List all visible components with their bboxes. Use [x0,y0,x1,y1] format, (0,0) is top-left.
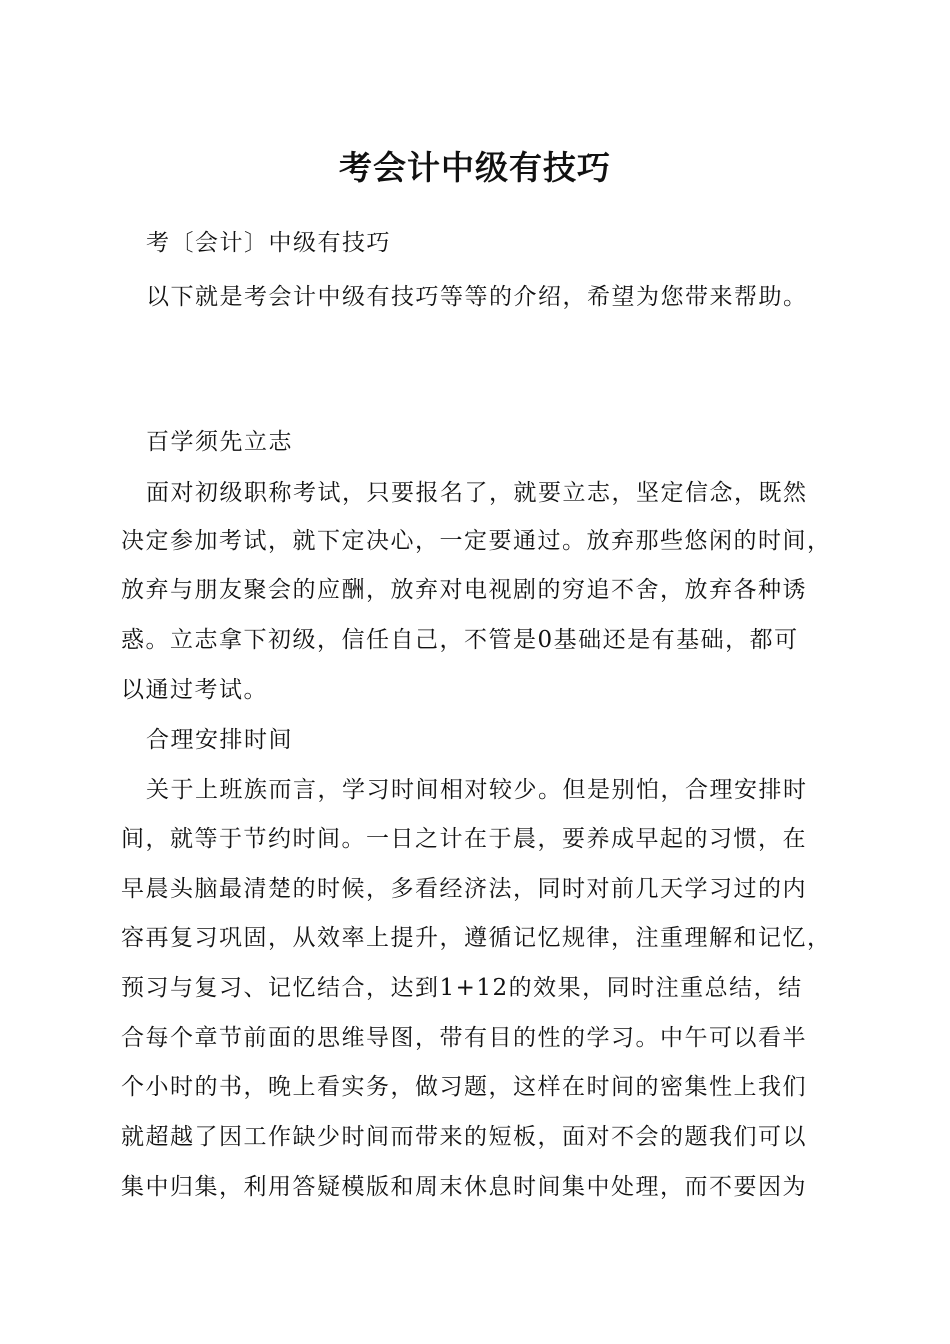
section-heading: 合理安排时间 [146,727,293,753]
paragraph-line: 以通过考试。 [121,677,268,703]
paragraph-line: 惑。立志拿下初级，信任自己，不管是0基础还是有基础，都可 [121,627,799,653]
paragraph-line: 关于上班族而言，学习时间相对较少。但是别怕，合理安排时 [146,777,808,803]
paragraph-line: 就超越了因工作缺少时间而带来的短板，面对不会的题我们可以 [121,1124,807,1150]
paragraph-line: 放弃与朋友聚会的应酬，放弃对电视剧的穷追不舍，放弃各种诱 [121,577,807,603]
paragraph-line: 合每个章节前面的思维导图，带有目的性的学习。中午可以看半 [121,1025,807,1051]
paragraph-line: 决定参加考试，就下定决心，一定要通过。放弃那些悠闲的时间， [121,528,832,554]
paragraph-line: 个小时的书，晚上看实务，做习题，这样在时间的密集性上我们 [121,1074,807,1100]
paragraph-line: 预习与复习、记忆结合，达到1+12的效果，同时注重总结，结 [121,975,803,1001]
paragraph-line: 早晨头脑最清楚的时候，多看经济法，同时对前几天学习过的内 [121,876,807,902]
paragraph-line: 间，就等于节约时间。一日之计在于晨，要养成早起的习惯，在 [121,826,807,852]
paragraph-line: 集中归集，利用答疑模版和周末休息时间集中处理，而不要因为 [121,1174,807,1200]
paragraph-line: 容再复习巩固，从效率上提升，遵循记忆规律，注重理解和记忆， [121,925,832,951]
subtitle-line: 考〔会计〕中级有技巧 [146,230,391,256]
document-title: 考会计中级有技巧 [339,148,611,187]
paragraph-line: 面对初级职称考试，只要报名了，就要立志，坚定信念，既然 [146,480,808,506]
intro-line: 以下就是考会计中级有技巧等等的介绍，希望为您带来帮助。 [146,284,808,310]
section-heading: 百学须先立志 [146,429,293,455]
